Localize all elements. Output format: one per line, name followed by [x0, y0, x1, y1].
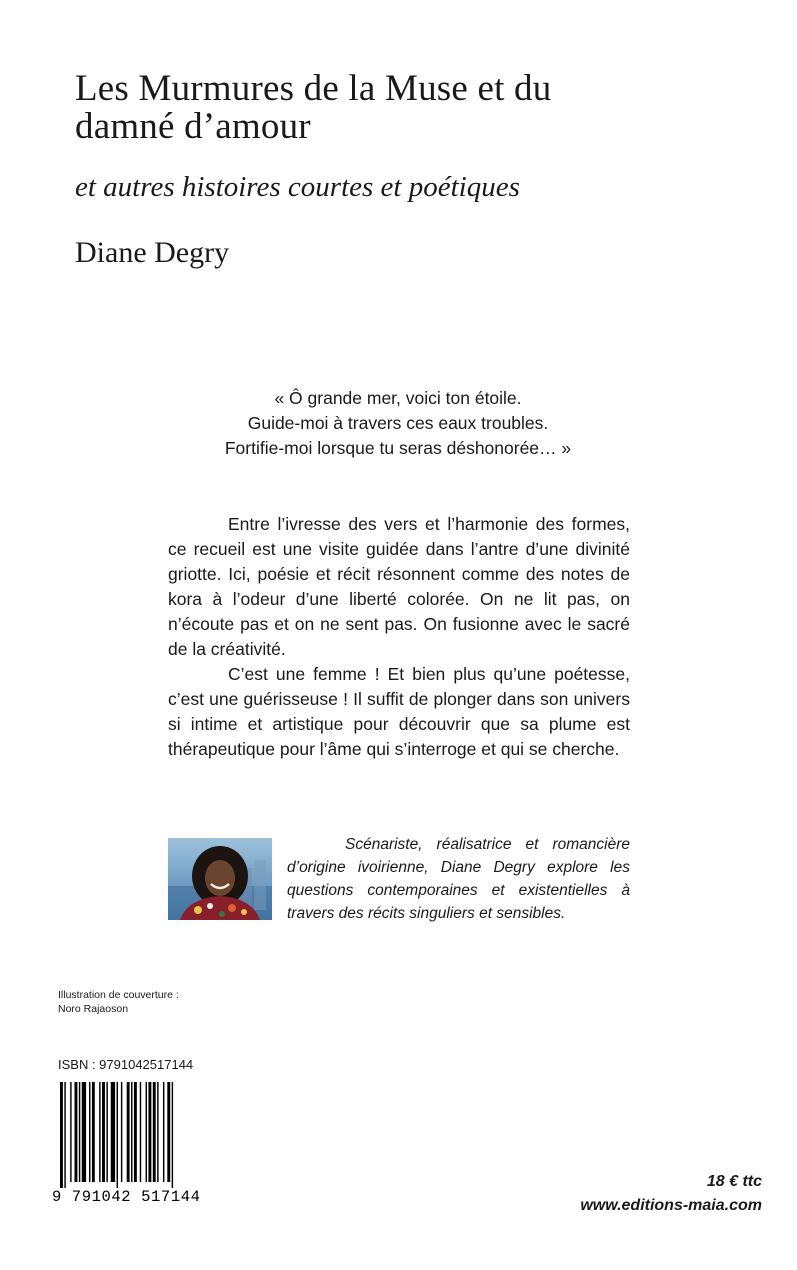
book-title-line-1: Les Murmures de la Muse et du	[75, 68, 552, 109]
epigraph-quote	[168, 386, 628, 461]
barcode-bar	[146, 1082, 147, 1182]
illustration-label: Illustration de couverture :	[58, 989, 179, 1001]
barcode-bar	[157, 1082, 158, 1182]
book-subtitle: et autres histoires courtes et poétiques	[75, 171, 520, 203]
barcode-bar	[64, 1082, 65, 1188]
barcode-bar	[102, 1082, 105, 1182]
barcode-bar	[153, 1082, 156, 1182]
barcode-bar	[82, 1082, 86, 1182]
author-name: Diane Degry	[75, 236, 230, 269]
isbn-barcode	[52, 1080, 212, 1204]
author-bio: Scénariste, réalisatrice et romancière d’origine ivoirienne, Diane Degry explore les questions contemporaines et existentielles à travers des récits singuliers et sensibles.	[287, 836, 630, 922]
book-title-line-2: damné d’amour	[75, 106, 311, 147]
barcode-digits: 9 791042 517144	[52, 1188, 201, 1204]
barcode-bar	[131, 1082, 132, 1182]
barcode-bar	[172, 1082, 173, 1188]
barcode-bar	[111, 1082, 115, 1182]
illustrator-name: Noro Rajaoson	[58, 1003, 129, 1015]
barcode-bar	[148, 1082, 151, 1182]
barcode-bar	[117, 1082, 118, 1188]
cover-credit	[58, 988, 179, 1016]
isbn-label: ISBN : 9791042517144	[58, 1057, 194, 1072]
barcode-bar	[60, 1082, 63, 1188]
barcode-bar	[163, 1082, 164, 1182]
barcode-bar	[92, 1082, 95, 1182]
blurb-paragraph: C’est une femme ! Et bien plus qu’une poétesse, c’est une guérisseuse ! Il suffit de plonger dans son univers si intime et artistique pour découvrir que sa plume est thérapeutique pour l’âme qui s’interroge et qui se cherche.	[168, 664, 630, 759]
barcode-bar	[79, 1082, 80, 1182]
publisher-website[interactable]: www.editions-maia.com	[580, 1197, 762, 1214]
barcode-bar	[140, 1082, 141, 1182]
barcode-bar	[70, 1082, 71, 1182]
book-title	[75, 70, 715, 146]
barcode-bar	[134, 1082, 137, 1182]
quote-line: Guide-moi à travers ces eaux troubles.	[247, 413, 549, 433]
quote-line: « Ô grande mer, voici ton étoile.	[274, 388, 522, 408]
barcode-bar	[89, 1082, 90, 1182]
blurb-paragraph: Entre l’ivresse des vers et l’harmonie des formes, ce recueil est une visite guidée dans l’antre d’une divinité griotte. Ici, poésie et récit résonnent comme des notes de kora à l’odeur d’une liberté colorée. On ne lit pas, on n’écoute pas et on ne sent pas. On fusionne avec le sacré de la créativité.	[168, 514, 630, 659]
barcode-bar	[167, 1082, 170, 1182]
barcode-bars	[60, 1082, 173, 1188]
quote-line: Fortifie-moi lorsque tu seras déshonorée… »	[224, 438, 572, 458]
barcode-bar	[75, 1082, 78, 1182]
back-cover-blurb	[168, 512, 630, 762]
barcode-bar	[121, 1082, 122, 1182]
barcode-bar	[106, 1082, 107, 1182]
barcode-bar	[127, 1082, 130, 1182]
price: 18 € ttc	[706, 1173, 762, 1190]
author-photo	[168, 838, 272, 920]
barcode-bar	[99, 1082, 100, 1182]
